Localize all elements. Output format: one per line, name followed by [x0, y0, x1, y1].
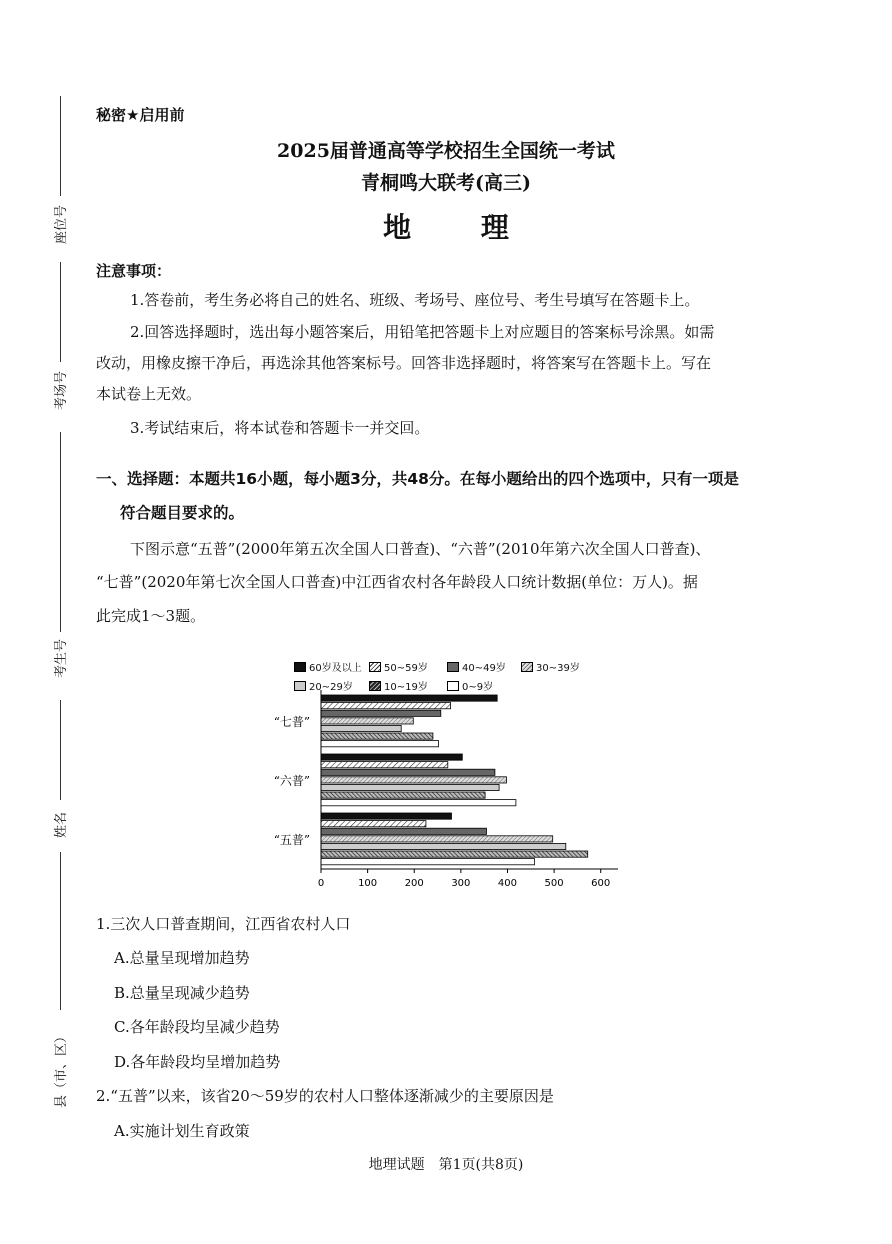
x-tick-label: 200	[404, 878, 424, 889]
bar	[321, 718, 413, 724]
section-heading-cont: 符合题目要求的。	[120, 504, 245, 522]
x-tick-label: 300	[451, 878, 471, 889]
notice-item-3: 3.考试结束后，将本试卷和答题卡一并交回。	[130, 419, 430, 437]
bar	[321, 851, 588, 857]
county-label: 县（市、区）	[54, 1029, 69, 1108]
x-tick-label: 100	[358, 878, 378, 889]
exam-title: 2025届普通高等学校招生全国统一考试	[277, 140, 615, 162]
intro-text: 下图示意“五普”(2000年第五次全国人口普查)、“六普”(2010年第六次全国人口普查)、	[130, 540, 711, 558]
bar	[321, 813, 452, 819]
bar	[321, 859, 535, 865]
option-2a: A.实施计划生育政策	[114, 1122, 250, 1140]
question-2: 2.“五普”以来，该省20～59岁的农村人口整体逐渐减少的主要原因是	[96, 1087, 554, 1105]
bar	[321, 777, 507, 783]
legend-item: 10~19岁	[369, 678, 428, 693]
notice-item-2-cont: 本试卷上无效。	[96, 385, 202, 403]
option-1c: C.各年龄段均呈减少趋势	[114, 1018, 280, 1036]
legend-item: 0~9岁	[447, 678, 493, 693]
seat-number-label: 座位号	[54, 204, 69, 244]
section-heading: 一、选择题：本题共16小题，每小题3分，共48分。在每小题给出的四个选项中，只有一项是	[96, 470, 739, 488]
category-label: “六普”	[273, 773, 310, 788]
x-tick-label: 400	[497, 878, 518, 889]
bar	[321, 703, 451, 709]
legend-item: 20~29岁	[294, 678, 353, 693]
bar	[321, 762, 448, 768]
legend-item: 40~49岁	[447, 659, 506, 674]
bar	[321, 769, 495, 775]
bar	[321, 784, 499, 790]
bar	[321, 843, 566, 849]
intro-text: “七普”(2020年第七次全国人口普查)中江西省农村各年龄段人口统计数据(单位：万人)。据	[96, 573, 698, 591]
bar	[321, 800, 516, 806]
name-label: 姓名	[54, 811, 69, 838]
x-tick-label: 0	[317, 878, 325, 889]
option-1a: A.总量呈现增加趋势	[114, 949, 250, 967]
notice-item-2: 2.回答选择题时，选出每小题答案后，用铅笔把答题卡上对应题目的答案标号涂黑。如需	[130, 323, 715, 341]
bar	[321, 695, 497, 701]
notice-item-1: 1.答卷前，考生务必将自己的姓名、班级、考场号、座位号、考生号填写在答题卡上。	[130, 291, 700, 309]
exam-room-label: 考场号	[54, 370, 69, 410]
option-1b: B.总量呈现减少趋势	[114, 984, 250, 1002]
subject-title: 地 理	[383, 211, 539, 244]
legend-item: 30~39岁	[521, 659, 580, 674]
exam-subtitle: 青桐鸣大联考(高三)	[361, 172, 531, 194]
bar	[321, 821, 426, 827]
notice-heading: 注意事项：	[96, 262, 172, 280]
bar	[321, 754, 462, 760]
intro-text: 此完成1～3题。	[96, 607, 206, 625]
page-footer: 地理试题 第1页(共8页)	[368, 1157, 524, 1173]
bar	[321, 741, 439, 747]
bar	[321, 828, 487, 834]
question-1: 1.三次人口普查期间，江西省农村人口	[96, 915, 351, 933]
category-label: “五普”	[273, 832, 310, 847]
bar	[321, 725, 401, 731]
exam-id-label: 考生号	[54, 638, 69, 678]
bar	[321, 733, 433, 739]
bar	[321, 836, 553, 842]
bar	[321, 710, 441, 716]
category-label: “七普”	[273, 714, 310, 729]
legend-item: 60岁及以上	[294, 659, 362, 674]
x-tick-label: 600	[591, 878, 611, 889]
secret-mark: 秘密★启用前	[96, 106, 185, 124]
option-1d: D.各年龄段均呈增加趋势	[114, 1053, 281, 1071]
legend-item: 50~59岁	[369, 659, 428, 674]
notice-item-2-cont: 改动，用橡皮擦干净后，再选涂其他答案标号。回答非选择题时，将答案写在答题卡上。写在	[96, 354, 712, 372]
bar	[321, 792, 485, 798]
x-tick-label: 500	[544, 878, 564, 889]
